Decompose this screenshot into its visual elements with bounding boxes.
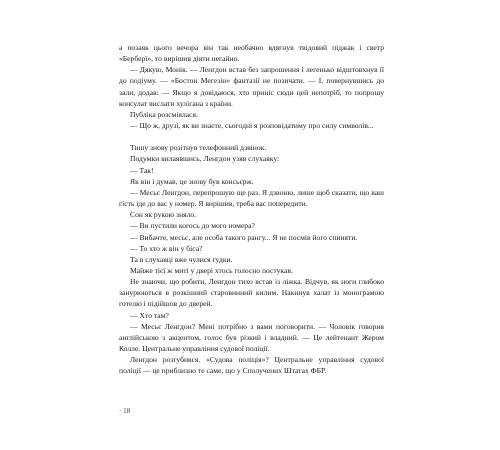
- paragraph: — Так!: [130, 165, 154, 175]
- paragraph: Ленгдон розгубився. «Судова поліція»? Центральне управління судової поліції — це приблизно те саме, що у Сполучених Штатах ФБР.: [119, 355, 384, 376]
- paragraph: — Месьє Ленгдон? Мені потрібно з вами поговорити. — Чоловік говорив англійською з акцентом, голос був різкий і владний. — Це лейтенант Жером Колле. Центральне управління судової поліції.: [119, 321, 384, 354]
- paragraph: — Месьє Ленгдон, перепрошую ще раз. Я дзвоню, лише щоб сказати, що ваш гість іде до вас у номер. Я вирішив, треба вас попередити.: [119, 187, 384, 209]
- paragraph: Сон як рукою зняло.: [130, 210, 197, 220]
- paragraph: — Дякую, Монік. — Ленгдон встав без запрошення і легенько відштовхнув її до подіуму. — «Бостон Мегезін» фантазії не позичати. — І, повернувшись до зали, додав: — Якщо я довідаюся, хто приніс сюди цей непотріб, то попрошу консулат вислати хулігана з країни.: [119, 65, 384, 108]
- paragraph: а позаяк цього вечора він так необачно вдягнув твідовий піджак і светр «Берберї», то вирішив діяти негайно.: [119, 43, 384, 64]
- paragraph: Не знаючи, що робити, Ленгдон тихо встав із ліжка. Відчув, як ноги глибоко занурюються в розкішний старовинний килим. Накинув халат із монограмою готелю і підійшов до дверей.: [119, 277, 384, 309]
- paragraph: — То хто ж він у біса?: [130, 243, 203, 253]
- paragraph: — Вибачте, месьє, але особа такого рангу... Я не посмів його спиняти.: [130, 232, 358, 242]
- paragraph: Публіка розсміялася.: [130, 109, 198, 119]
- page-number: · 18: [119, 407, 131, 415]
- paragraph: Майже тієї ж миті у двері хтось голосно постукав.: [130, 265, 293, 275]
- paragraph: — Хто там?: [130, 310, 169, 320]
- paragraph: Як він і думав, це знову був консьєрж.: [130, 176, 254, 186]
- paragraph: Подумки вилаявшись, Ленгдон узяв слухавку:: [130, 154, 280, 164]
- paragraph: — Що ж, друзі, як ви знаєте, сьогодні я розповідатиму про силу символів...: [130, 121, 374, 131]
- paragraph: Та в слухавці вже чулися гудки.: [130, 254, 233, 264]
- paragraph: Тишу знову розітнув телефонний дзвінок.: [130, 143, 267, 153]
- paragraph: — Ви пустили когось до мого номера?: [130, 221, 255, 231]
- body-text: [119, 42, 384, 377]
